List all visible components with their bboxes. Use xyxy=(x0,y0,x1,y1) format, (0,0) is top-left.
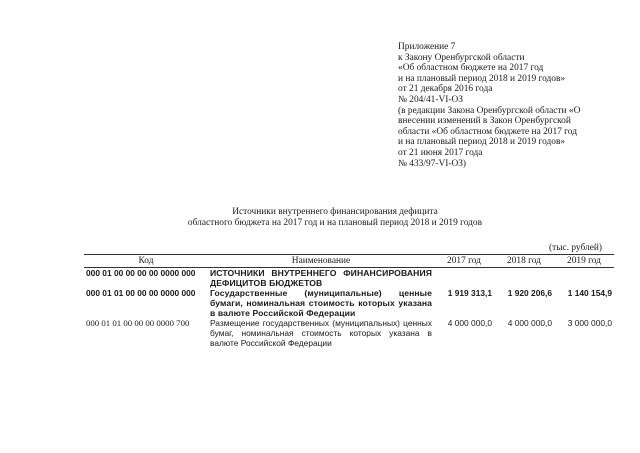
row-value-2017: 4 000 000,0 xyxy=(447,318,492,328)
appendix-line: и на плановый период 2018 и 2019 годов» xyxy=(398,137,566,148)
row-value-2017: 1 919 313,1 xyxy=(447,288,492,298)
appendix-line: от 21 июня 2017 года xyxy=(398,147,483,158)
row-value-2019: 3 000 000,0 xyxy=(567,318,612,328)
header-2019: 2019 год xyxy=(554,255,614,268)
table-row xyxy=(84,268,614,289)
appendix-line: № 204/41-VI-ОЗ xyxy=(398,94,463,105)
header-name: Наименование xyxy=(208,255,434,268)
row-value-2018: 4 000 000,0 xyxy=(507,318,552,328)
appendix-line: Приложение 7 xyxy=(398,42,456,52)
row-name: Государственные (муниципальные) ценные бумаги, номинальная стоимость которых указана в валюте Российской Федерации xyxy=(210,288,432,318)
row-value-2019 xyxy=(554,268,614,289)
title-line-2: областного бюджета на 2017 год и на плановый период 2018 и 2019 годов xyxy=(187,217,483,228)
header-2017: 2017 год xyxy=(434,255,494,268)
appendix-line: к Закону Оренбургской области xyxy=(398,52,525,63)
row-code: 000 01 01 00 00 00 0000 000 xyxy=(86,288,196,298)
table-row xyxy=(84,318,614,348)
appendix-line: и на плановый период 2018 и 2019 годов» xyxy=(398,73,566,84)
row-code: 000 01 00 00 00 00 0000 000 xyxy=(86,268,196,278)
row-value-2018: 1 920 206,6 xyxy=(507,288,552,298)
row-name: ИСТОЧНИКИ ВНУТРЕННЕГО ФИНАНСИРОВАНИЯ ДЕФИЦИТОВ БЮДЖЕТОВ xyxy=(210,268,432,288)
row-name: Размещение государственных (муниципальных) ценных бумаг, номинальная стоимость которых указана в валюте Российской Федерации xyxy=(210,318,432,348)
row-value-2017 xyxy=(434,268,494,289)
document-title xyxy=(150,207,520,229)
appendix-note xyxy=(398,42,634,169)
appendix-line: от 21 декабря 2016 года xyxy=(398,84,493,95)
row-value-2018 xyxy=(494,268,554,289)
table-header-row xyxy=(84,255,614,268)
appendix-line: внесении изменений в Закон Оренбургской xyxy=(398,116,571,127)
header-2018: 2018 год xyxy=(494,255,554,268)
table-row xyxy=(84,288,614,318)
header-code: Код xyxy=(84,255,208,268)
appendix-line: № 433/97-VI-ОЗ) xyxy=(398,158,467,169)
budget-sources-table xyxy=(84,254,614,348)
row-code: 000 01 01 00 00 00 0000 700 xyxy=(86,318,190,328)
appendix-line: (в редакции Закона Оренбургской области «О xyxy=(398,105,581,116)
appendix-line: «Об областном бюджете на 2017 год xyxy=(398,63,544,74)
row-value-2019: 1 140 154,9 xyxy=(567,288,612,298)
title-line-1: Источники внутреннего финансирования дефицита xyxy=(232,207,438,217)
appendix-line: области «Об областном бюджете на 2017 год xyxy=(398,126,577,137)
units-label: (тыс. рублей) xyxy=(549,243,603,253)
